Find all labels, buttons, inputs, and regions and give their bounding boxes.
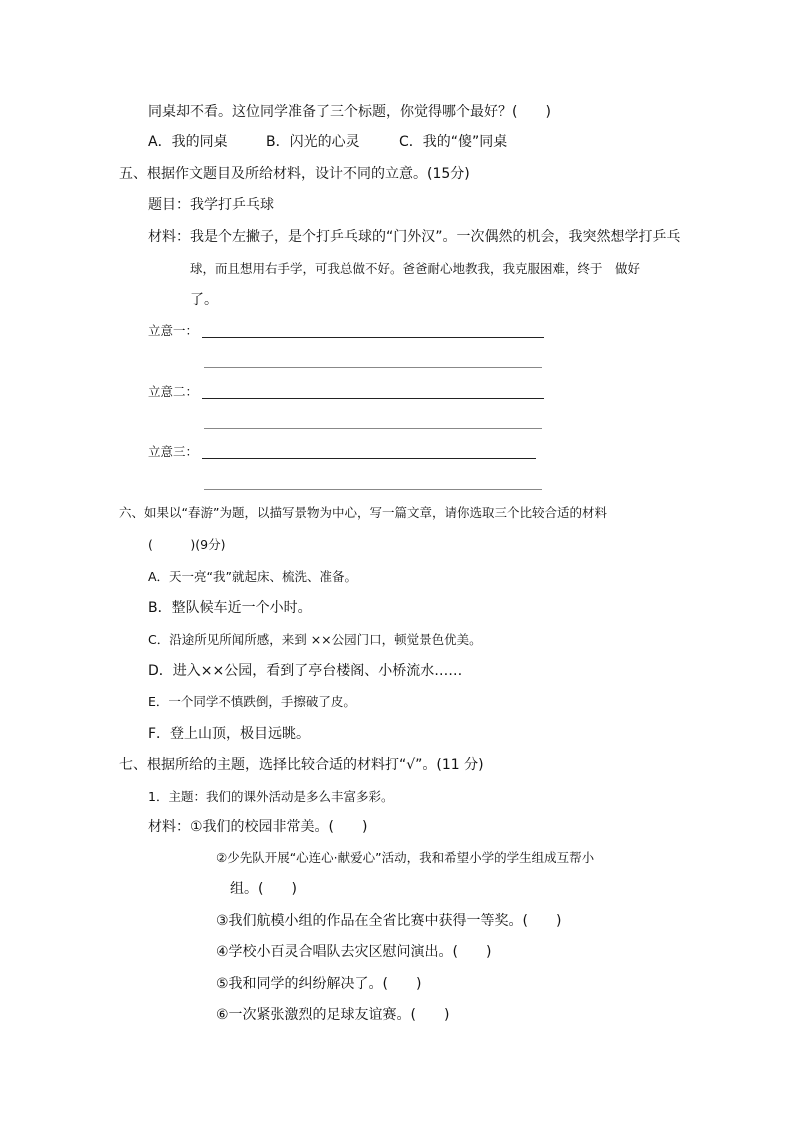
- q5-material-line-3: 了。: [190, 292, 218, 308]
- q4-option-b: B．闪光的心灵: [266, 134, 360, 150]
- q4-option-a: A．我的同桌: [148, 134, 228, 150]
- q7-material-6: ⑥一次紧张激烈的足球友谊赛。( ): [216, 1007, 450, 1023]
- q7-material-4: ④学校小百灵合唱队去灾区慰问演出。( ): [216, 944, 492, 960]
- q7-material-1: 材料：①我们的校园非常美。( ): [148, 819, 368, 835]
- q5-material-line-1: 材料：我是个左撇子，是个打乒乓球的“门外汉”。一次偶然的机会，我突然想学打乒乓: [148, 229, 681, 245]
- answer-line-3b[interactable]: [204, 489, 542, 490]
- q4-question-line: 同桌却不看。这位同学准备了三个标题，你觉得哪个最好？( ): [148, 104, 551, 120]
- answer-line-2b[interactable]: [204, 428, 542, 429]
- q7-material-2: ②少先队开展“心连心·献爱心”活动，我和希望小学的学生组成互帮小: [216, 850, 595, 865]
- answer-line-3a[interactable]: [202, 458, 536, 459]
- q5-material-line-2: 球，而且想用右手学，可我总做不好。爸爸耐心地教我，我克服困难，终于 做好: [190, 261, 641, 276]
- q6-option-d: D．进入××公园，看到了亭台楼阁、小桥流水……: [148, 663, 463, 679]
- q6-option-f: F．登上山顶，极目远眺。: [148, 726, 311, 742]
- q4-option-c: C．我的“傻”同桌: [399, 134, 508, 150]
- q7-material-5: ⑤我和同学的纠纷解决了。( ): [216, 976, 422, 992]
- q6-option-e: E．一个同学不慎跌倒，手擦破了皮。: [148, 694, 356, 709]
- q6-option-a: A．天一亮“我”就起床、梳洗、准备。: [148, 569, 358, 584]
- q6-score: ( )(9分): [148, 537, 226, 552]
- answer-line-1b[interactable]: [204, 367, 542, 368]
- q6-option-b: B．整队候车近一个小时。: [148, 600, 312, 616]
- q5-topic: 题目：我学打乒乓球: [148, 197, 274, 213]
- q5-heading: 五、根据作文题目及所给材料，设计不同的立意。(15分): [119, 166, 470, 182]
- answer-line-1a[interactable]: [202, 337, 544, 338]
- q6-heading: 六、如果以“春游”为题，以描写景物为中心，写一篇文章，请你选取三个比较合适的材料: [119, 505, 607, 520]
- q7-theme: 1．主题：我们的课外活动是多么丰富多彩。: [148, 789, 394, 804]
- q5-label-2: 立意二：: [148, 384, 199, 399]
- q7-heading: 七、根据所给的主题，选择比较合适的材料打“√”。(11 分): [119, 757, 484, 773]
- q5-label-1: 立意一：: [148, 323, 199, 338]
- q5-label-3: 立意三：: [148, 444, 199, 459]
- q7-material-3: ③我们航模小组的作品在全省比赛中获得一等奖。( ): [216, 913, 562, 929]
- answer-line-2a[interactable]: [202, 398, 544, 399]
- q6-option-c: C．沿途所见所闻所感，来到 ××公园门口，顿觉景色优美。: [148, 632, 482, 647]
- q7-material-2-cont: 组。( ): [230, 881, 297, 897]
